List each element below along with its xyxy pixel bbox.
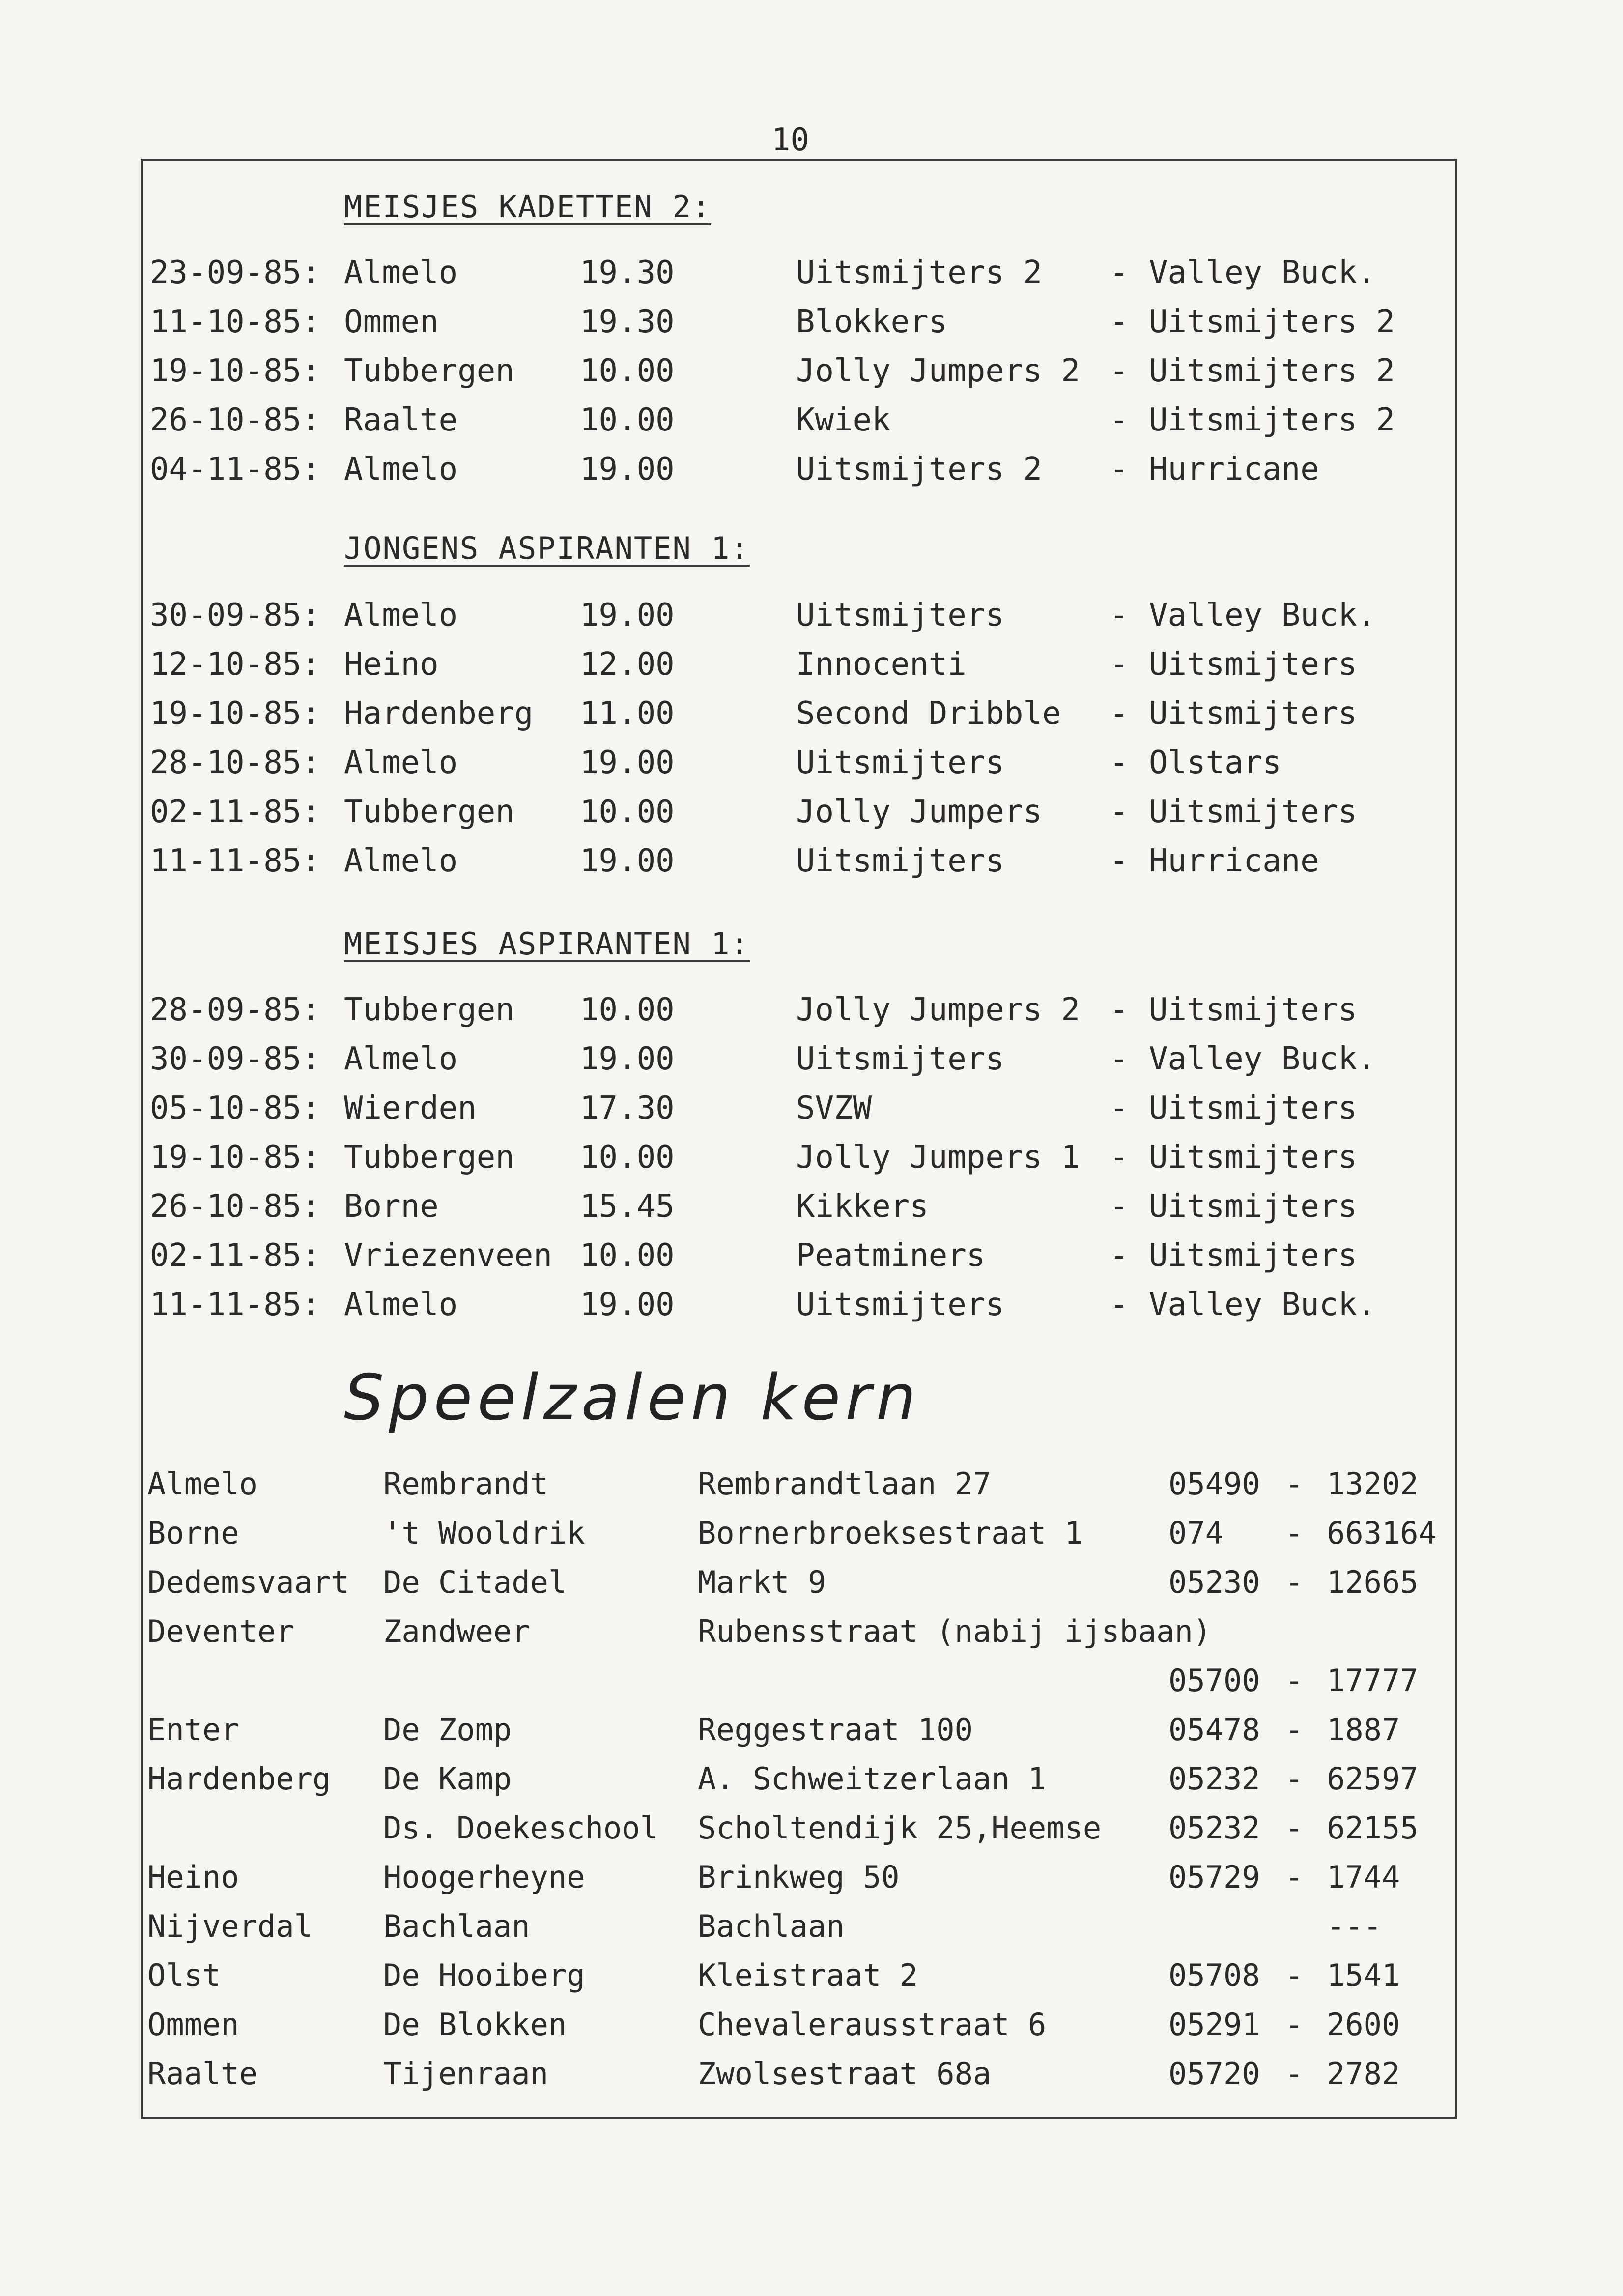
phone-prefix: 05232 — [1168, 1761, 1260, 1797]
separator: - — [1110, 451, 1129, 488]
hall-row — [0, 1509, 1623, 1558]
date: 26-10-85: — [150, 1188, 320, 1225]
hall-city: Nijverdal — [147, 1908, 313, 1944]
hall-city: Enter — [147, 1712, 239, 1748]
phone-prefix: 05291 — [1168, 2007, 1260, 2042]
schedule-row — [0, 591, 1623, 640]
date: 28-10-85: — [150, 745, 320, 781]
hall-address: Rubensstraat (nabij ijsbaan) — [698, 1613, 1212, 1649]
date: 11-10-85: — [150, 304, 320, 340]
hall-row — [0, 2000, 1623, 2049]
place: Tubbergen — [344, 992, 514, 1028]
home-team: Kikkers — [796, 1188, 929, 1225]
separator: - — [1285, 2007, 1304, 2042]
separator: - — [1110, 745, 1129, 781]
section-title: JONGENS ASPIRANTEN 1: — [344, 530, 750, 566]
hall-name: 't Wooldrik — [383, 1515, 585, 1551]
phone-number: 1744 — [1327, 1859, 1400, 1895]
phone-number: 663164 — [1327, 1515, 1437, 1551]
hall-name: Tijenraan — [383, 2056, 548, 2092]
phone-prefix: 05729 — [1168, 1859, 1260, 1895]
separator: - — [1285, 1810, 1304, 1846]
page-number: 10 — [771, 122, 810, 158]
place: Almelo — [344, 1287, 458, 1323]
time: 19.00 — [580, 1287, 675, 1323]
separator: - — [1285, 1466, 1304, 1502]
date: 11-11-85: — [150, 843, 320, 879]
hall-city: Raalte — [147, 2056, 257, 2092]
separator: - — [1110, 1188, 1129, 1225]
schedule-row — [0, 738, 1623, 787]
phone-number: 62155 — [1327, 1810, 1419, 1846]
home-team: Innocenti — [796, 646, 967, 683]
away-team: Uitsmijters 2 — [1149, 402, 1395, 438]
phone-number: 62597 — [1327, 1761, 1419, 1797]
separator: - — [1110, 1237, 1129, 1274]
home-team: Uitsmijters — [796, 1041, 1004, 1077]
hall-row — [0, 1754, 1623, 1804]
separator: - — [1285, 1515, 1304, 1551]
hall-row — [0, 1804, 1623, 1853]
time: 17.30 — [580, 1090, 675, 1126]
hall-name: Hoogerheyne — [383, 1859, 585, 1895]
schedule-row — [0, 787, 1623, 836]
phone-number: 2782 — [1327, 2056, 1400, 2092]
home-team: Uitsmijters — [796, 597, 1004, 633]
schedule-row — [0, 689, 1623, 738]
away-team: Valley Buck. — [1149, 1041, 1376, 1077]
time: 19.00 — [580, 1041, 675, 1077]
phone-prefix: 05230 — [1168, 1564, 1260, 1600]
away-team: Hurricane — [1149, 843, 1319, 879]
separator: - — [1110, 1287, 1129, 1323]
time: 10.00 — [580, 402, 675, 438]
hall-city: Heino — [147, 1859, 239, 1895]
hall-row — [0, 1951, 1623, 2000]
hall-city: Olst — [147, 1957, 221, 1993]
date: 11-11-85: — [150, 1287, 320, 1323]
hall-row — [0, 1558, 1623, 1607]
time: 19.00 — [580, 451, 675, 488]
home-team: Uitsmijters 2 — [796, 451, 1042, 488]
schedule-row — [0, 248, 1623, 297]
away-team: Valley Buck. — [1149, 255, 1376, 291]
place: Wierden — [344, 1090, 477, 1126]
hall-address: Bachlaan — [698, 1908, 845, 1944]
place: Tubbergen — [344, 794, 514, 830]
hall-name: De Hooiberg — [383, 1957, 585, 1993]
hall-city: Deventer — [147, 1613, 294, 1649]
hall-name: De Kamp — [383, 1761, 512, 1797]
away-team: Uitsmijters — [1149, 992, 1357, 1028]
separator: - — [1110, 646, 1129, 683]
date: 05-10-85: — [150, 1090, 320, 1126]
hall-name: Rembrandt — [383, 1466, 548, 1502]
separator: - — [1285, 2056, 1304, 2092]
phone-prefix: 05700 — [1168, 1663, 1260, 1698]
phone-number: 17777 — [1327, 1663, 1419, 1698]
phone-prefix: 05478 — [1168, 1712, 1260, 1748]
away-team: Uitsmijters — [1149, 1188, 1357, 1225]
home-team: Uitsmijters — [796, 745, 1004, 781]
hall-name: Ds. Doekeschool — [383, 1810, 658, 1846]
away-team: Olstars — [1149, 745, 1281, 781]
phone-number: 12665 — [1327, 1564, 1419, 1600]
schedule-row — [0, 297, 1623, 346]
separator: - — [1285, 1564, 1304, 1600]
schedule-row — [0, 396, 1623, 445]
place: Almelo — [344, 255, 458, 291]
date: 19-10-85: — [150, 353, 320, 389]
hall-address: Chevalerausstraat 6 — [698, 2007, 1047, 2042]
home-team: Uitsmijters — [796, 843, 1004, 879]
phone-number: --- — [1327, 1908, 1382, 1944]
time: 10.00 — [580, 992, 675, 1028]
away-team: Uitsmijters — [1149, 794, 1357, 830]
separator: - — [1285, 1859, 1304, 1895]
away-team: Uitsmijters — [1149, 646, 1357, 683]
separator: - — [1110, 304, 1129, 340]
separator: - — [1110, 794, 1129, 830]
place: Heino — [344, 646, 439, 683]
schedule-row — [0, 1231, 1623, 1280]
date: 26-10-85: — [150, 402, 320, 438]
place: Tubbergen — [344, 353, 514, 389]
schedule-row — [0, 640, 1623, 689]
away-team: Uitsmijters — [1149, 1237, 1357, 1274]
hall-address: A. Schweitzerlaan 1 — [698, 1761, 1047, 1797]
hall-name: De Citadel — [383, 1564, 567, 1600]
time: 12.00 — [580, 646, 675, 683]
separator: - — [1110, 597, 1129, 633]
time: 19.30 — [580, 304, 675, 340]
hall-address: Bornerbroeksestraat 1 — [698, 1515, 1083, 1551]
schedule-row — [0, 445, 1623, 494]
hall-city: Almelo — [147, 1466, 257, 1502]
separator: - — [1110, 1041, 1129, 1077]
hall-address: Brinkweg 50 — [698, 1859, 900, 1895]
hall-city: Hardenberg — [147, 1761, 331, 1797]
phone-prefix: 05490 — [1168, 1466, 1260, 1502]
date: 30-09-85: — [150, 597, 320, 633]
place: Almelo — [344, 451, 458, 488]
place: Borne — [344, 1188, 439, 1225]
time: 19.00 — [580, 745, 675, 781]
place: Vriezenveen — [344, 1237, 552, 1274]
section-title: MEISJES KADETTEN 2: — [344, 189, 712, 225]
home-team: Jolly Jumpers 2 — [796, 353, 1080, 389]
separator: - — [1110, 992, 1129, 1028]
home-team: Jolly Jumpers 2 — [796, 992, 1080, 1028]
hall-city: Dedemsvaart — [147, 1564, 349, 1600]
schedule-row — [0, 1133, 1623, 1182]
phone-prefix: 05720 — [1168, 2056, 1260, 2092]
time: 19.00 — [580, 597, 675, 633]
away-team: Valley Buck. — [1149, 597, 1376, 633]
hall-name: De Blokken — [383, 2007, 567, 2042]
away-team: Uitsmijters 2 — [1149, 304, 1395, 340]
date: 30-09-85: — [150, 1041, 320, 1077]
date: 23-09-85: — [150, 255, 320, 291]
schedule-row — [0, 836, 1623, 886]
time: 19.00 — [580, 843, 675, 879]
place: Raalte — [344, 402, 458, 438]
time: 15.45 — [580, 1188, 675, 1225]
home-team: Second Dribble — [796, 695, 1061, 732]
date: 04-11-85: — [150, 451, 320, 488]
schedule-row — [0, 985, 1623, 1034]
hall-name: Bachlaan — [383, 1908, 530, 1944]
schedule-row — [0, 1182, 1623, 1231]
schedule-row — [0, 346, 1623, 396]
phone-prefix: 05708 — [1168, 1957, 1260, 1993]
hall-name: Zandweer — [383, 1613, 530, 1649]
away-team: Uitsmijters — [1149, 695, 1357, 732]
away-team: Uitsmijters — [1149, 1139, 1357, 1176]
section-title: MEISJES ASPIRANTEN 1: — [344, 926, 750, 962]
home-team: Kwiek — [796, 402, 891, 438]
away-team: Valley Buck. — [1149, 1287, 1376, 1323]
date: 19-10-85: — [150, 1139, 320, 1176]
hall-name: De Zomp — [383, 1712, 512, 1748]
separator: - — [1110, 255, 1129, 291]
away-team: Uitsmijters — [1149, 1090, 1357, 1126]
place: Almelo — [344, 597, 458, 633]
place: Ommen — [344, 304, 439, 340]
hall-row — [0, 1460, 1623, 1509]
home-team: Jolly Jumpers — [796, 794, 1042, 830]
separator: - — [1110, 402, 1129, 438]
home-team: Jolly Jumpers 1 — [796, 1139, 1080, 1176]
schedule-row — [0, 1280, 1623, 1329]
separator: - — [1285, 1663, 1304, 1698]
separator: - — [1110, 1090, 1129, 1126]
hall-row — [0, 1607, 1623, 1656]
schedule-row — [0, 1084, 1623, 1133]
hall-row — [0, 1656, 1623, 1705]
hall-address: Rembrandtlaan 27 — [698, 1466, 992, 1502]
hall-row — [0, 1705, 1623, 1754]
separator: - — [1285, 1957, 1304, 1993]
date: 28-09-85: — [150, 992, 320, 1028]
phone-prefix: 074 — [1168, 1515, 1224, 1551]
home-team: Uitsmijters 2 — [796, 255, 1042, 291]
hall-address: Scholtendijk 25,Heemse — [698, 1810, 1102, 1846]
date: 02-11-85: — [150, 794, 320, 830]
separator: - — [1285, 1712, 1304, 1748]
date: 02-11-85: — [150, 1237, 320, 1274]
hall-address: Zwolsestraat 68a — [698, 2056, 992, 2092]
home-team: Blokkers — [796, 304, 948, 340]
separator: - — [1285, 1761, 1304, 1797]
time: 11.00 — [580, 695, 675, 732]
halls-title: Speelzalen kern — [344, 1361, 921, 1435]
hall-address: Reggestraat 100 — [698, 1712, 973, 1748]
date: 12-10-85: — [150, 646, 320, 683]
hall-city: Borne — [147, 1515, 239, 1551]
place: Tubbergen — [344, 1139, 514, 1176]
time: 10.00 — [580, 353, 675, 389]
home-team: SVZW — [796, 1090, 872, 1126]
separator: - — [1110, 353, 1129, 389]
separator: - — [1110, 1139, 1129, 1176]
home-team: Uitsmijters — [796, 1287, 1004, 1323]
hall-row — [0, 1853, 1623, 1902]
away-team: Uitsmijters 2 — [1149, 353, 1395, 389]
away-team: Hurricane — [1149, 451, 1319, 488]
phone-prefix: 05232 — [1168, 1810, 1260, 1846]
phone-number: 1541 — [1327, 1957, 1400, 1993]
date: 19-10-85: — [150, 695, 320, 732]
hall-city: Ommen — [147, 2007, 239, 2042]
time: 10.00 — [580, 1237, 675, 1274]
hall-address: Kleistraat 2 — [698, 1957, 918, 1993]
place: Almelo — [344, 843, 458, 879]
time: 10.00 — [580, 1139, 675, 1176]
place: Almelo — [344, 745, 458, 781]
time: 10.00 — [580, 794, 675, 830]
phone-number: 13202 — [1327, 1466, 1419, 1502]
phone-number: 1887 — [1327, 1712, 1400, 1748]
separator: - — [1110, 843, 1129, 879]
hall-address: Markt 9 — [698, 1564, 826, 1600]
home-team: Peatminers — [796, 1237, 986, 1274]
time: 19.30 — [580, 255, 675, 291]
phone-number: 2600 — [1327, 2007, 1400, 2042]
place: Almelo — [344, 1041, 458, 1077]
separator: - — [1110, 695, 1129, 732]
place: Hardenberg — [344, 695, 534, 732]
hall-row — [0, 1902, 1623, 1951]
hall-row — [0, 2049, 1623, 2098]
schedule-row — [0, 1034, 1623, 1084]
